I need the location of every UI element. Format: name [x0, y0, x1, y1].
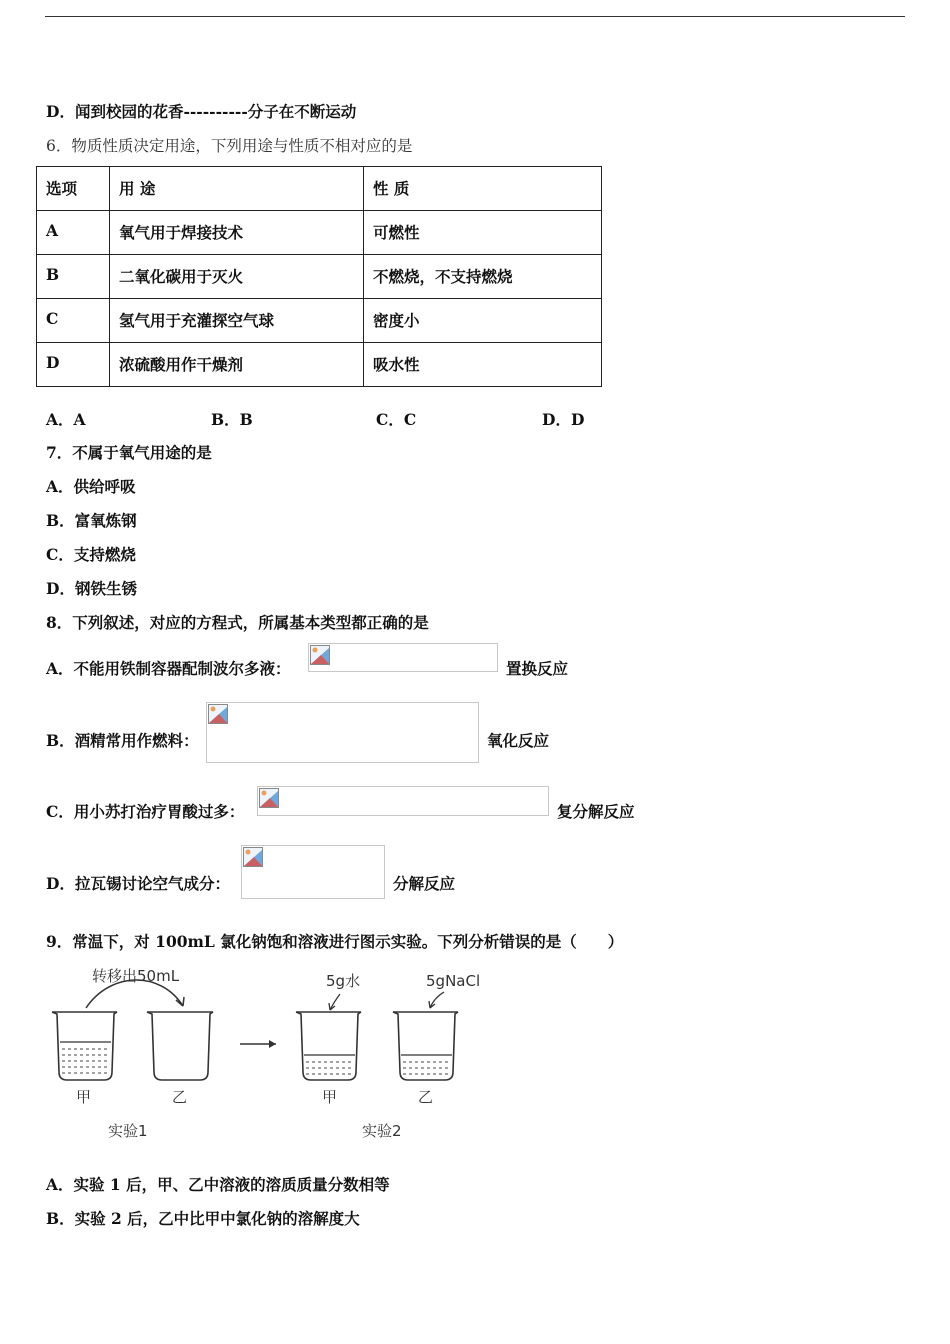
header-rule — [45, 16, 905, 17]
row-property: 吸水性 — [364, 343, 602, 387]
q6-stem: 6．物质性质决定用途，下列用途与性质不相对应的是 — [46, 137, 413, 155]
add-water-label: 5g水 — [326, 972, 361, 990]
q6-table — [36, 166, 602, 387]
q9-option-b: B．实验 2 后，乙中比甲中氯化钠的溶解度大 — [46, 1209, 360, 1228]
q7-stem: 7．不属于氧气用途的是 — [46, 443, 212, 462]
table-row — [37, 255, 602, 299]
q8-option-c-text: C．用小苏打治疗胃酸过多： — [46, 802, 245, 821]
q5-option-d: D．闻到校园的花香----------分子在不断运动 — [46, 102, 357, 121]
broken-image-icon — [259, 788, 279, 808]
header-use: 用 途 — [110, 167, 364, 211]
transfer-label: 转移出50mL — [92, 967, 180, 985]
q8-option-d-text: D．拉瓦锡讨论空气成分： — [46, 874, 230, 893]
q9-stem: 9．常温下，对 100mL 氯化钠饱和溶液进行图示实验。下列分析错误的是（ ） — [46, 932, 624, 951]
row-option: B — [37, 255, 110, 299]
broken-image-icon — [310, 645, 330, 665]
q8-option-b-text: B．酒精常用作燃料： — [46, 731, 199, 750]
q6-option-b: B．B — [211, 410, 253, 429]
q7-option-a: A．供给呼吸 — [46, 477, 136, 496]
beaker-jia-1 — [52, 1012, 117, 1080]
label-jia-2: 甲 — [322, 1088, 338, 1106]
row-option: A — [37, 211, 110, 255]
q8-option-c-type: 复分解反应 — [557, 802, 635, 821]
q8-option-b-type: 氧化反应 — [487, 731, 550, 750]
process-arrow-head — [269, 1040, 276, 1048]
row-property: 可燃性 — [364, 211, 602, 255]
table-row — [37, 211, 602, 255]
experiment-1-caption: 实验1 — [108, 1122, 148, 1140]
label-yi-1: 乙 — [172, 1088, 188, 1106]
q8-option-d-type: 分解反应 — [393, 874, 456, 893]
label-jia-1: 甲 — [76, 1088, 92, 1106]
equation-image-d — [241, 845, 385, 899]
q8-option-a-text: A．不能用铁制容器配制波尔多液： — [46, 659, 291, 678]
equation-image-b — [206, 702, 479, 763]
table-header-row — [37, 167, 602, 211]
row-use: 氢气用于充灌探空气球 — [110, 299, 364, 343]
table-row — [37, 343, 602, 387]
q7-option-d: D．钢铁生锈 — [46, 579, 137, 598]
add-nacl-label: 5gNaCl — [426, 972, 481, 990]
q8-option-a-type: 置换反应 — [506, 659, 569, 678]
experiment-2-caption: 实验2 — [362, 1122, 402, 1140]
header-option: 选项 — [37, 167, 110, 211]
broken-image-icon — [208, 704, 228, 724]
row-option: D — [37, 343, 110, 387]
row-use: 浓硫酸用作干燥剂 — [110, 343, 364, 387]
label-yi-2: 乙 — [418, 1088, 434, 1106]
header-property: 性 质 — [364, 167, 602, 211]
experiment-figure — [40, 962, 500, 1147]
q6-option-c: C．C — [376, 410, 417, 429]
row-property: 不燃烧，不支持燃烧 — [364, 255, 602, 299]
beaker-jia-2 — [296, 1012, 361, 1080]
q8-stem: 8．下列叙述，对应的方程式，所属基本类型都正确的是 — [46, 613, 429, 632]
row-property: 密度小 — [364, 299, 602, 343]
add-water-arrow — [330, 994, 340, 1010]
equation-image-c — [257, 786, 549, 816]
broken-image-icon — [243, 847, 263, 867]
q6-option-d: D．D — [542, 410, 585, 429]
equation-image-a — [308, 643, 498, 672]
q7-option-b: B．富氧炼钢 — [46, 511, 137, 530]
beaker-yi-1 — [147, 1012, 213, 1080]
row-option: C — [37, 299, 110, 343]
q9-option-a: A．实验 1 后，甲、乙中溶液的溶质质量分数相等 — [46, 1175, 390, 1194]
row-use: 二氧化碳用于灭火 — [110, 255, 364, 299]
row-use: 氧气用于焊接技术 — [110, 211, 364, 255]
table-row — [37, 299, 602, 343]
q7-option-c: C．支持燃烧 — [46, 545, 136, 564]
q6-option-a: A．A — [46, 410, 86, 429]
beaker-yi-2 — [393, 1012, 458, 1080]
